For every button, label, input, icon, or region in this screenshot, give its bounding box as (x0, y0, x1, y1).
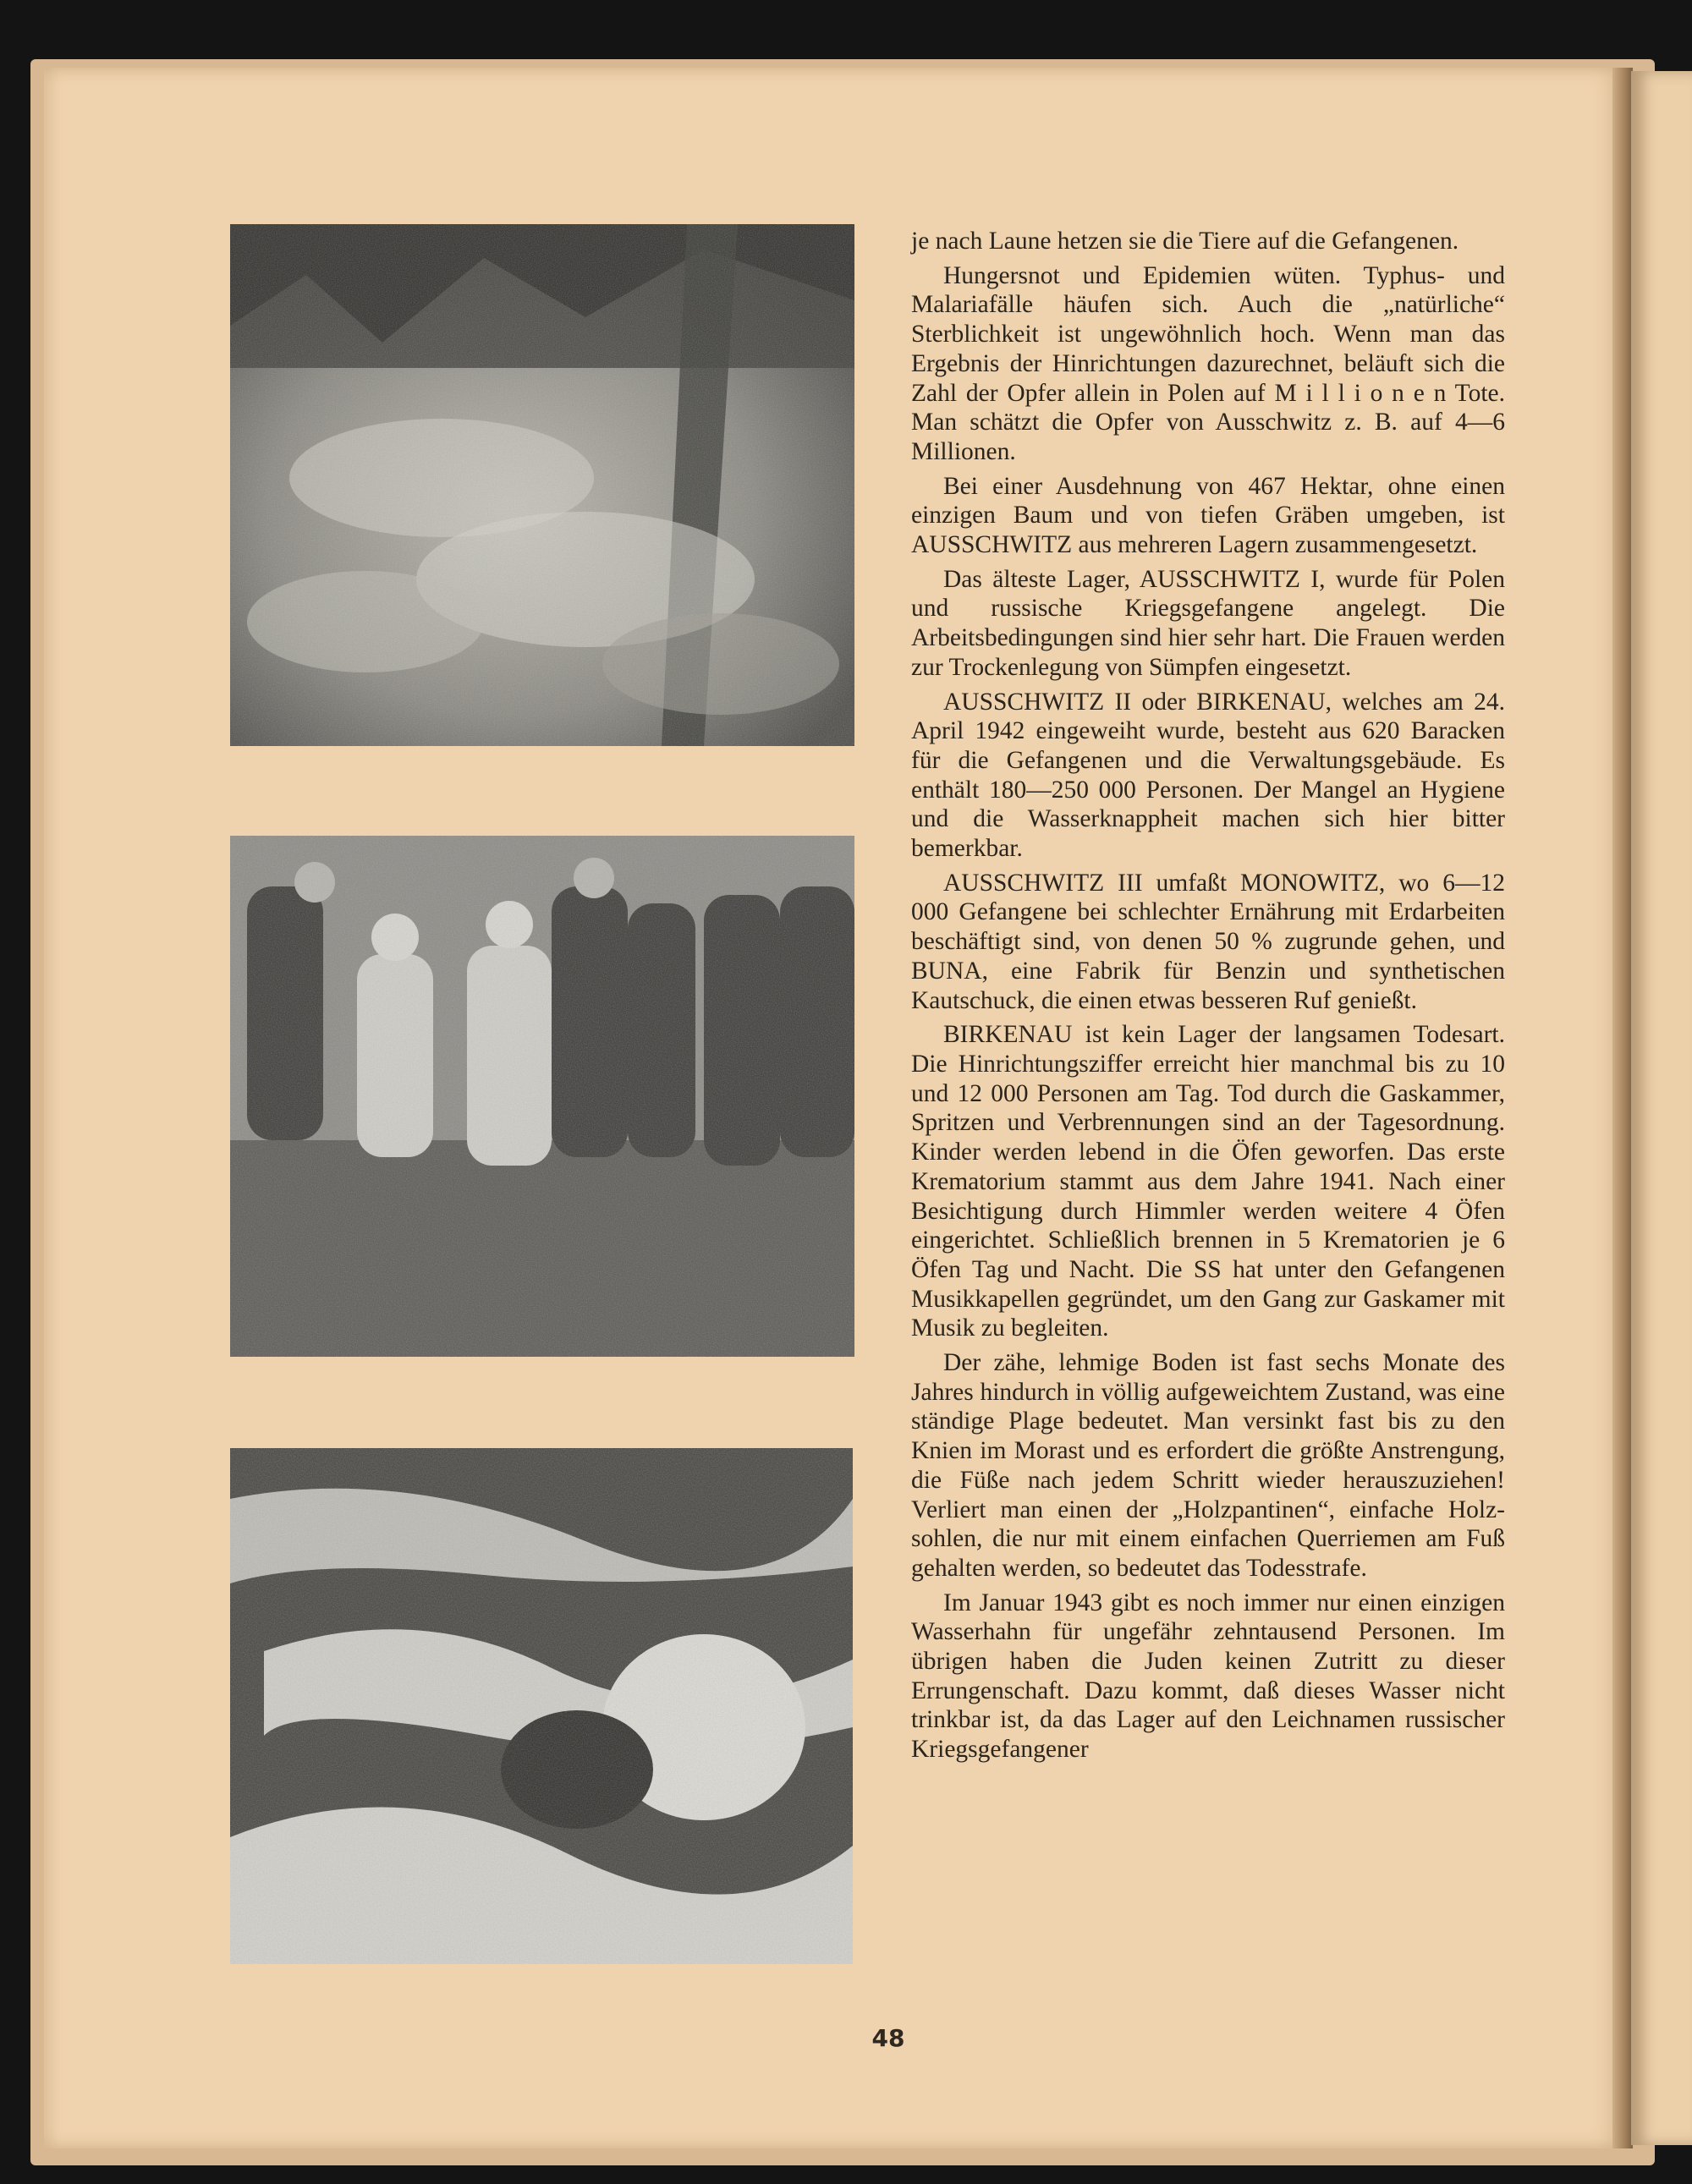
paragraph: AUSSCHWITZ II oder BIRKENAU, welches am 24. April 1942 eingeweiht wurde, besteht aus 620 Baracken für die Gefangenen und die Verwaltungsgebäude. Es enthält 180—250 000 Personen. Der Mangel an Hygiene und die Wasserknappheit machen sich hier bitter bemerkbar. (911, 688, 1505, 863)
photo-top-image (230, 224, 854, 746)
photo-middle-image (230, 836, 854, 1357)
photo-middle (230, 836, 854, 1357)
paragraph: Bei einer Ausdehnung von 467 Hektar, ohne einen einzigen Baum und von tiefen Gräben umgeben, ist AUSSCHWITZ aus mehreren Lagern zusammengesetzt. (911, 472, 1505, 559)
book-spine (1612, 68, 1633, 2148)
article-text-column (911, 227, 1505, 1764)
paragraph: je nach Laune hetzen sie die Tiere auf die Gefangenen. (911, 228, 1459, 255)
paragraph: AUSSCHWITZ III umfaßt MONOWITZ, wo 6—12 000 Gefangene bei schlechter Ernährung mit Erdarbeiten beschäftigt sind, von denen 50 % zugrunde gehen, und BUNA, eine Fabrik für Benzin und synthetischen Kautschuck, die einen etwas besseren Ruf genießt. (911, 869, 1505, 1014)
photo-bottom (230, 1448, 853, 1964)
paragraph: BIRKENAU ist kein Lager der langsamen Todesart. Die Hinrichtungsziffer erreicht hier manchmal bis zu 10 und 12 000 Personen am Tag. Tod durch die Gaskammer, Spritzen und Verbrennungen sind an der Tagesordnung. Kinder werden lebend in die Öfen geworfen. Das erste Krematorium stammt aus dem Jahre 1941. Nach einer Besichtigung durch Himmler werden weitere 4 Öfen eingerichtet. Schließlich brennen in 5 Krematorien je 6 Öfen Tag und Nacht. Die SS hat unter den Gefangenen Musikkapellen gegründet, um den Gang zur Gaskamer mit Musik zu begleiten. (911, 1021, 1505, 1342)
photo-bottom-image (230, 1448, 853, 1964)
next-page-edge (1631, 71, 1692, 2145)
paragraph: Im Januar 1943 gibt es noch immer nur einen einzigen Wasserhahn für ungefähr zehntausend Personen. Im übrigen haben die Juden keinen Zutritt zu dieser Errungenschaft. Dazu kommt, daß dieses Wasser nicht trinkbar ist, da das Lager auf den Leichnamen russischer Kriegsgefangener (911, 1589, 1505, 1764)
paragraph: Der zähe, lehmige Boden ist fast sechs Monate des Jahres hindurch in völlig aufgeweichtem Zustand, was eine ständige Plage bedeutet. Man versinkt fast bis zu den Knien im Morast und es erfordert die größte Anstrengung, die Füße nach jedem Schritt wieder herauszuziehen! Verliert man einen der „Holzpantinen“, einfache Holzsohlen, die nur mit einem einfachen Querriemen am Fuß gehalten werden, so bedeutet das Todesstrafe. (911, 1349, 1505, 1582)
paragraph: Hungersnot und Epidemien wüten. Typhus- und Malariafälle häufen sich. Auch die „natürliche“ Sterblichkeit ist ungewöhnlich hoch. Wenn man das Ergebnis der Hinrichtungen dazurechnet, beläuft sich die Zahl der Opfer allein in Polen auf M i l l i o n e n Tote. Man schätzt die Opfer von Ausschwitz z. B. auf 4—6 Millionen. (911, 261, 1505, 465)
photo-top (230, 224, 854, 746)
page-number: 48 (871, 2024, 905, 2052)
paragraph: Das älteste Lager, AUSSCHWITZ I, wurde für Polen und russische Kriegsgefangene angelegt. Die Arbeitsbedingungen sind hier sehr hart. Die Frauen werden zur Trockenlegung von Sümpfen eingesetzt. (911, 565, 1505, 681)
